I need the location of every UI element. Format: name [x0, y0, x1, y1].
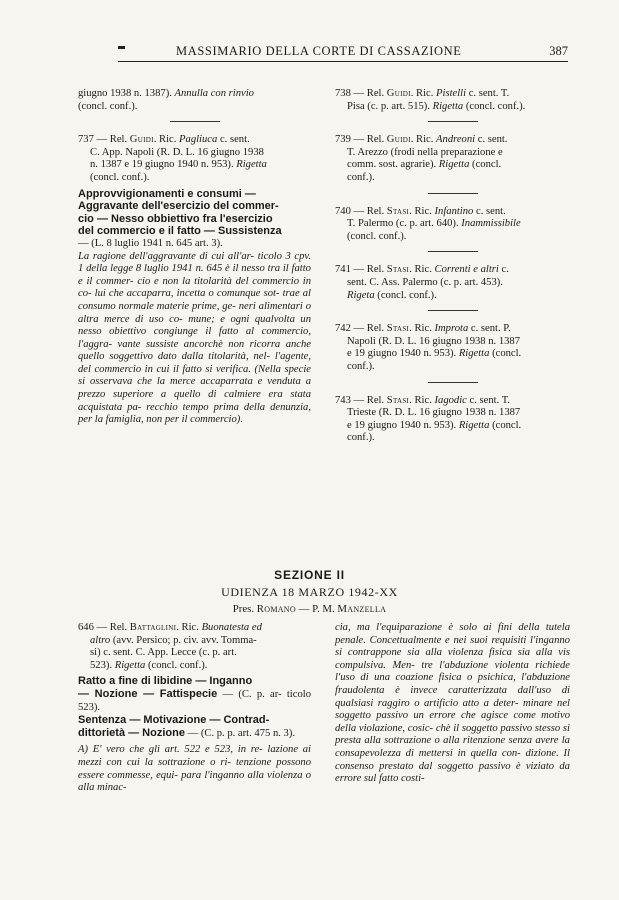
hearing-date: UDIENZA 18 MARZO 1942-XX	[221, 585, 398, 599]
section-title: SEZIONE II	[274, 568, 345, 582]
running-title: MASSIMARIO DELLA CORTE DI CASSAZIONE	[176, 44, 462, 58]
entry-divider	[428, 193, 478, 194]
headnote-737: Approvvigionamenti e consumi — Aggravante dell'esercizio del commer- cio — Nesso obbiettivo fra l'esercizio del commercio e il fatto — Sussistenza — (L. 8 luglio 1941 n. 645 art. 3).	[78, 187, 282, 249]
entry-divider	[428, 251, 478, 252]
entry-740: 740 — Rel. Stasi. Ric. Infantino c. sent. T. Palermo (c. p. art. 640). Inammissibile (concl. conf.).	[335, 205, 521, 242]
entry-divider	[170, 121, 220, 122]
entry-646: 646 — Rel. Battaglini. Ric. Buonatesta ed altro (avv. Persico; p. civ. avv. Tomma- si) c. sent. C. App. Lecce (c. p. art. 523). Rigetta (concl. conf.).	[78, 622, 262, 671]
maxim-646-a: A) E' vero che gli art. 522 e 523, in re- lazione ai mezzi con cui la sottrazione o ri- tenzione possono essere commesse, equi- para l'inganno alla violenza o alla minac-	[78, 744, 311, 794]
entry-739: 739 — Rel. Guidi. Ric. Andreoni c. sent. T. Arezzo (frodi nella preparazione e comm. sost. agrarie). Rigetta (concl. conf.).	[335, 134, 508, 183]
entry-742: 742 — Rel. Stasi. Ric. Improta c. sent. P. Napoli (R. D. L. 16 giugno 1938 n. 1387 e 19 giugno 1940 n. 953). Rigetta (concl. conf.).	[335, 323, 522, 372]
right-column-bottom: cia, ma l'equiparazione è solo ai fini della tutela penale. Concettualmente e nei suoi requisiti l'inganno si contrappone sia alla violenza fisica sia alla vis compulsiva. Men- tre l'abduzione violenta richiede l'uso di una coazione fisica o psichica, l'abduzione fraudolenta è invece caratterizzata dall'uso di qualsiasi raggiro o artificio atto a deter- minare nel soggetto passivo un errore che agisce come motivo della violazione, cosic- chè il soggetto passivo stesso si presta alla sottrazione o alla ritenzione senza avere la consapevolezza di mettersi in quella con- dizione. Il consenso prestato dal soggetto passivo è viziato da errore sul fatto costi-	[335, 622, 571, 785]
entry-743: 743 — Rel. Stasi. Ric. Iagodic c. sent. T. Trieste (R. D. L. 16 giugno 1938 n. 1387 e 19 giugno 1940 n. 953). Rigetta (concl. conf.).	[335, 394, 522, 444]
entry-737: 737 — Rel. Guidi. Ric. Pagliuca c. sent. C. App. Napoli (R. D. L. 16 giugno 1938 n. 1387 e 19 giugno 1940 n. 953). Rigetta (concl. conf.).	[78, 134, 267, 183]
entry-738: 738 — Rel. Guidi. Ric. Pistelli c. sent. T. Pisa (c. p. art. 515). Rigetta (concl. conf.).	[335, 88, 526, 112]
entry-divider	[428, 310, 478, 311]
entry-divider	[428, 382, 478, 383]
left-column-top	[78, 88, 311, 427]
entry-741: 741 — Rel. Stasi. Ric. Correnti e altri c. sent. C. Ass. Palermo (c. p. art. 453). Rigeta (concl. conf.).	[335, 264, 509, 301]
maxim-737: La ragione dell'aggravante di cui all'ar- ticolo 3 cpv. 1 della legge 8 luglio 1941 n. 645 è il nesso tra il fatto e il commer- cio e non la titolarità del commercio in co- lui che accaparra, incetta o comunque sot- trae al consumo normale materie prime, ge- neri alimentari o altra merce di uso co- mune; e ogni qualvolta un nesso obiettivo congiunge il fatto al commercio, l'aggra- vante sussiste ancorchè non ricorra anche quello soggettivo dato dalla titolarità, nel- l'agente, del commercio in cui il fatto si verifica. (Nella specie si osservava che la merce accaparrata e venduta a prezzo superiore a quello di calmiere era stata acquistata pa- recchio tempo prima della denunzia, per la famiglia, non per il commercio).	[78, 250, 312, 426]
page-number: 387	[549, 44, 568, 58]
entry-736-continuation: giugno 1938 n. 1387). Annulla con rinvio (concl. conf.).	[78, 88, 254, 112]
right-column-top	[335, 88, 570, 452]
entry-divider	[428, 121, 478, 122]
headnote-646: Ratto a fine di libidine — Inganno — Nozione — Fattispecie — (C. p. ar- ticolo 523). Sentenza — Motivazione — Contrad- dittorietà — Nozione — (C. p. p. art. 475 n. 3).	[78, 675, 311, 739]
left-column-bottom	[78, 622, 311, 795]
presiding-line: Pres. Romano — P. M. Manzella	[232, 603, 387, 615]
page-header	[118, 44, 568, 60]
header-rule	[118, 61, 568, 62]
